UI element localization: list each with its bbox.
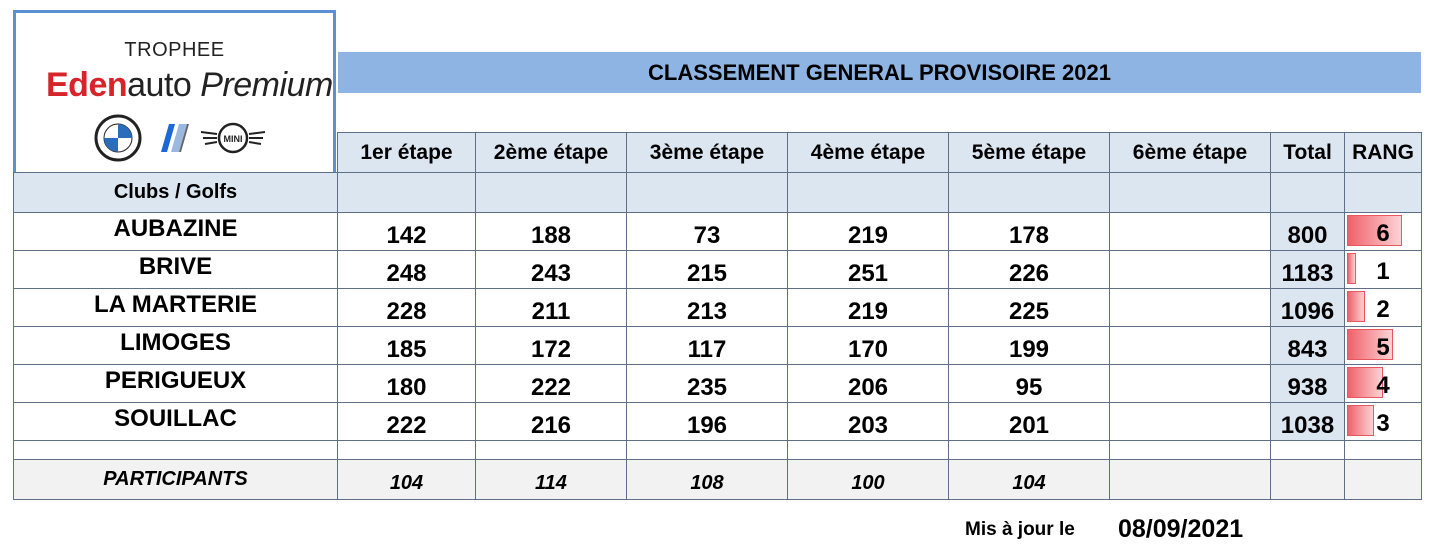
club-name: SOUILLAC: [14, 403, 338, 441]
participants-etape-2: 114: [476, 460, 627, 500]
score-etape-1: 185: [338, 327, 476, 365]
rank-number: 4: [1376, 372, 1390, 399]
spacer-row: [14, 441, 1422, 460]
spacer-cell: [476, 441, 627, 460]
subheader-cell: [1271, 173, 1345, 213]
score-etape-4: 170: [788, 327, 949, 365]
rang-cell: [1345, 289, 1422, 327]
score-etape-6: [1110, 289, 1271, 327]
participants-label: PARTICIPANTS: [14, 460, 338, 500]
score-etape-4: 203: [788, 403, 949, 441]
subheader-cell: [1110, 173, 1271, 213]
rang-cell: [1345, 403, 1422, 441]
total-cell: 1183: [1271, 251, 1345, 289]
brand-eden: Eden: [46, 66, 128, 104]
update-date: 08/09/2021: [1118, 515, 1244, 543]
score-etape-2: 243: [476, 251, 627, 289]
score-etape-2: 172: [476, 327, 627, 365]
score-etape-5: 201: [949, 403, 1110, 441]
rank-number: 3: [1376, 410, 1390, 437]
table-row: [14, 289, 1422, 327]
subheader-cell: [338, 173, 476, 213]
ranking-table: [13, 132, 1422, 500]
logo-spacer-cell: [14, 133, 338, 173]
trophee-label: TROPHEE: [124, 39, 225, 61]
score-etape-6: [1110, 365, 1271, 403]
clubs-label: Clubs / Golfs: [14, 173, 338, 213]
rank-number: 5: [1376, 334, 1390, 361]
update-label: Mis à jour le: [965, 519, 1075, 540]
total-cell: 800: [1271, 213, 1345, 251]
score-etape-4: 219: [788, 289, 949, 327]
score-etape-1: 222: [338, 403, 476, 441]
score-etape-3: 73: [627, 213, 788, 251]
score-etape-5: 199: [949, 327, 1110, 365]
header-etape-5: 5ème étape: [949, 133, 1110, 173]
score-etape-2: 188: [476, 213, 627, 251]
spacer-cell: [1345, 441, 1422, 460]
table-row: [14, 251, 1422, 289]
score-etape-6: [1110, 251, 1271, 289]
header-rang: RANG: [1345, 133, 1422, 173]
header-etape-3: 3ème étape: [627, 133, 788, 173]
score-etape-4: 206: [788, 365, 949, 403]
score-etape-4: 251: [788, 251, 949, 289]
spacer-cell: [949, 441, 1110, 460]
score-etape-1: 180: [338, 365, 476, 403]
club-name: LIMOGES: [14, 327, 338, 365]
brand-auto: auto: [127, 66, 201, 104]
score-etape-5: 225: [949, 289, 1110, 327]
score-etape-3: 213: [627, 289, 788, 327]
page-title: CLASSEMENT GENERAL PROVISOIRE 2021: [338, 52, 1421, 93]
rank-number: 2: [1376, 296, 1390, 323]
score-etape-6: [1110, 213, 1271, 251]
score-etape-4: 219: [788, 213, 949, 251]
spacer-cell: [14, 441, 338, 460]
score-etape-2: 211: [476, 289, 627, 327]
score-etape-1: 248: [338, 251, 476, 289]
spacer-cell: [788, 441, 949, 460]
rang-cell: [1345, 327, 1422, 365]
table-row: [14, 403, 1422, 441]
spacer-cell: [338, 441, 476, 460]
total-cell: 1096: [1271, 289, 1345, 327]
participants-etape-3: 108: [627, 460, 788, 500]
spacer-cell: [627, 441, 788, 460]
score-etape-3: 215: [627, 251, 788, 289]
header-row: [14, 133, 1422, 173]
score-etape-3: 117: [627, 327, 788, 365]
spacer-cell: [1271, 441, 1345, 460]
participants-total: [1271, 460, 1345, 500]
club-name: PERIGUEUX: [14, 365, 338, 403]
spacer-cell: [1110, 441, 1271, 460]
participants-etape-6: [1110, 460, 1271, 500]
score-etape-1: 142: [338, 213, 476, 251]
rank-number: 1: [1376, 258, 1390, 285]
score-etape-6: [1110, 327, 1271, 365]
header-etape-4: 4ème étape: [788, 133, 949, 173]
club-name: AUBAZINE: [14, 213, 338, 251]
header-etape-6: 6ème étape: [1110, 133, 1271, 173]
club-name: LA MARTERIE: [14, 289, 338, 327]
rank-number: 6: [1376, 220, 1390, 247]
header-etape-1: 1er étape: [338, 133, 476, 173]
participants-rang: [1345, 460, 1422, 500]
svg-text:MINI: MINI: [223, 134, 243, 144]
total-cell: 1038: [1271, 403, 1345, 441]
rang-cell: [1345, 213, 1422, 251]
score-etape-2: 216: [476, 403, 627, 441]
rang-cell: [1345, 251, 1422, 289]
club-name: BRIVE: [14, 251, 338, 289]
table-row: [14, 327, 1422, 365]
score-etape-3: 235: [627, 365, 788, 403]
header-total: Total: [1271, 133, 1345, 173]
total-cell: 843: [1271, 327, 1345, 365]
svg-text:BMW: BMW: [110, 119, 126, 125]
score-etape-5: 226: [949, 251, 1110, 289]
subheader-cell: [788, 173, 949, 213]
subheader-row: [14, 173, 1422, 213]
total-cell: 938: [1271, 365, 1345, 403]
participants-row: [14, 460, 1422, 500]
table-row: [14, 213, 1422, 251]
participants-etape-1: 104: [338, 460, 476, 500]
table-row: [14, 365, 1422, 403]
score-etape-5: 95: [949, 365, 1110, 403]
participants-etape-5: 104: [949, 460, 1110, 500]
header-etape-2: 2ème étape: [476, 133, 627, 173]
brand-wordmark: [46, 65, 333, 105]
subheader-cell: [476, 173, 627, 213]
rang-cell: [1345, 365, 1422, 403]
score-etape-6: [1110, 403, 1271, 441]
score-etape-5: 178: [949, 213, 1110, 251]
subheader-cell: [627, 173, 788, 213]
score-etape-2: 222: [476, 365, 627, 403]
score-etape-1: 228: [338, 289, 476, 327]
score-etape-3: 196: [627, 403, 788, 441]
subheader-cell: [1345, 173, 1422, 213]
subheader-cell: [949, 173, 1110, 213]
participants-etape-4: 100: [788, 460, 949, 500]
brand-premium: Premium: [200, 66, 333, 104]
